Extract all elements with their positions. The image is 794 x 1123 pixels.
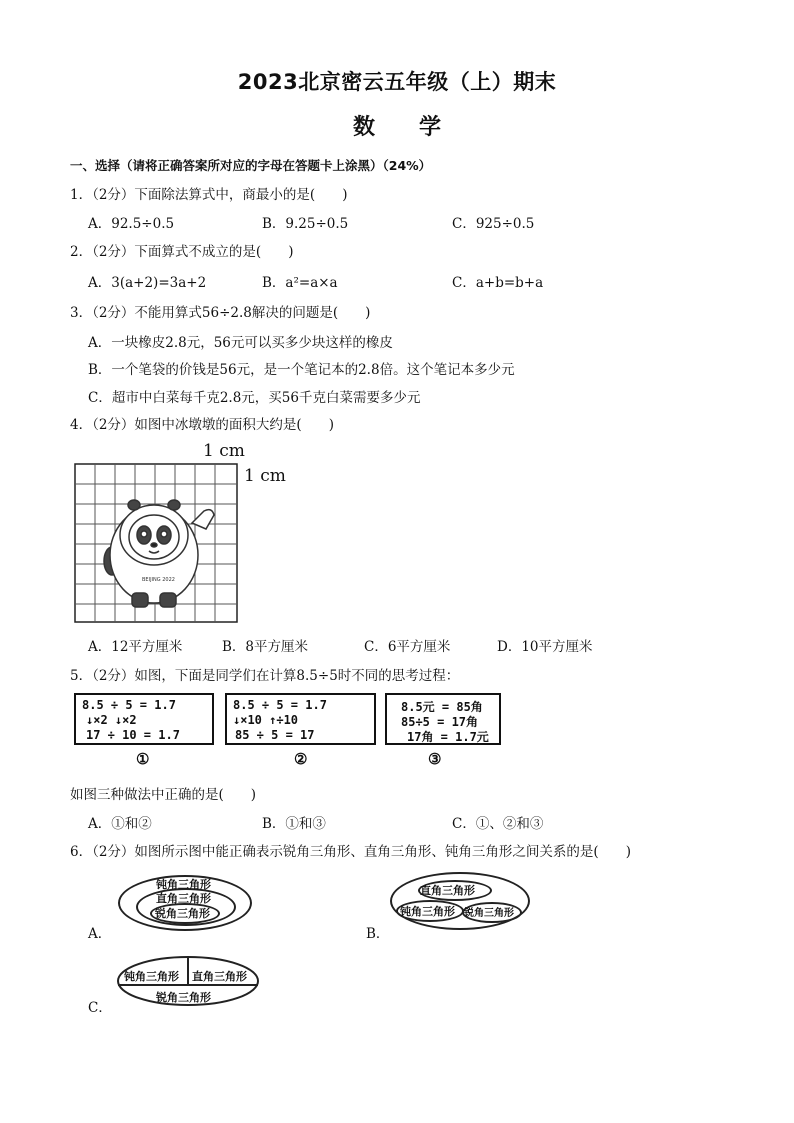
q2-stem: 2．（2分）下面算式不成立的是( ) (70, 244, 294, 260)
box3-line3: 17角 = 1.7元 (407, 730, 489, 744)
q6-option-a-label: A． (88, 926, 112, 942)
diagram-c-left-label: 钝角三角形 (124, 970, 179, 983)
method-box-2 (225, 693, 376, 745)
q1-stem: 1．（2分）下面除法算式中，商最小的是( ) (70, 187, 348, 203)
q4-option-b: B．8平方厘米 (222, 639, 309, 655)
q5-option-b: B．①和③ (262, 816, 326, 832)
box1-mark: ① (136, 750, 150, 768)
q5-option-a: A．①和② (88, 816, 152, 832)
q5-stem: 5．（2分）如图，下面是同学们在计算8.5÷5时不同的思考过程： (70, 668, 460, 684)
q6-option-b-label: B． (366, 926, 390, 942)
q4-option-d: D．10平方厘米 (497, 639, 593, 655)
diagram-b-left-label: 钝角三角形 (400, 905, 455, 918)
q3-stem: 3．（2分）不能用算式56÷2.8解决的问题是( ) (70, 305, 371, 321)
method-box-1 (74, 693, 214, 745)
q2-option-b: B．a²=a×a (262, 275, 338, 291)
box2-line2: ↓×10 ↑÷10 (233, 713, 299, 727)
q5-question: 如图三种做法中正确的是( ) (70, 787, 257, 803)
box1-line2: ↓×2 ↓×2 (86, 713, 137, 727)
q1-option-b: B．9.25÷0.5 (262, 216, 349, 232)
box1-line3: 17 ÷ 10 = 1.7 (86, 728, 180, 742)
q4-stem: 4．（2分）如图中冰墩墩的面积大约是( ) (70, 417, 334, 433)
q3-option-a: A．一块橡皮2.8元，56元可以买多少块这样的橡皮 (88, 335, 393, 351)
svg-text:BEIJING 2022: BEIJING 2022 (142, 577, 175, 583)
q5-option-c: C．①、②和③ (452, 816, 544, 832)
q4-option-c: C．6平方厘米 (364, 639, 451, 655)
box2-line3: 85 ÷ 5 = 17 (235, 728, 315, 742)
diagram-a-outer-label: 钝角三角形 (156, 878, 211, 891)
grid-label-right: 1 cm (244, 466, 286, 486)
diagram-a-inner-label: 锐角三角形 (155, 907, 210, 920)
q3-option-b: B．一个笔袋的价钱是56元，是一个笔记本的2.8倍。这个笔记本多少元 (88, 362, 515, 378)
q3-option-c: C．超市中白菜每千克2.8元，买56千克白菜需要多少元 (88, 390, 421, 406)
box3-mark: ③ (428, 750, 442, 768)
q2-option-a: A．3(a+2)=3a+2 (88, 275, 207, 291)
diagram-b-right-label: 锐角三角形 (464, 908, 514, 919)
q6-option-c-label: C． (88, 1000, 112, 1016)
method-box-3 (385, 693, 501, 745)
diagram-a-middle-label: 直角三角形 (156, 892, 211, 905)
section-heading: 一、选择（请将正确答案所对应的字母在答题卡上涂黑）（24%） (70, 158, 432, 173)
box2-line1: 8.5 ÷ 5 = 1.7 (233, 698, 327, 712)
grid-label-top: 1 cm (203, 441, 245, 461)
page-title: 2023北京密云五年级（上）期末 (237, 70, 557, 94)
diagram-c-bottom-label: 锐角三角形 (156, 991, 211, 1004)
q4-option-a: A．12平方厘米 (88, 639, 183, 655)
diagram-c-right-label: 直角三角形 (192, 970, 247, 983)
bingdwendwen-grid-figure (74, 463, 238, 627)
page-subtitle: 数 学 (352, 115, 441, 140)
box3-line1: 8.5元 = 85角 (401, 700, 483, 714)
diagram-b-top-label: 直角三角形 (420, 884, 475, 897)
q2-option-c: C．a+b=b+a (452, 275, 544, 291)
box1-line1: 8.5 ÷ 5 = 1.7 (82, 698, 176, 712)
q1-option-c: C．925÷0.5 (452, 216, 535, 232)
box3-line2: 85÷5 = 17角 (401, 715, 479, 729)
q1-option-a: A．92.5÷0.5 (88, 216, 175, 232)
q6-stem: 6．（2分）如图所示图中能正确表示锐角三角形、直角三角形、钝角三角形之间关系的是( ) (70, 844, 631, 860)
box2-mark: ② (294, 750, 308, 768)
